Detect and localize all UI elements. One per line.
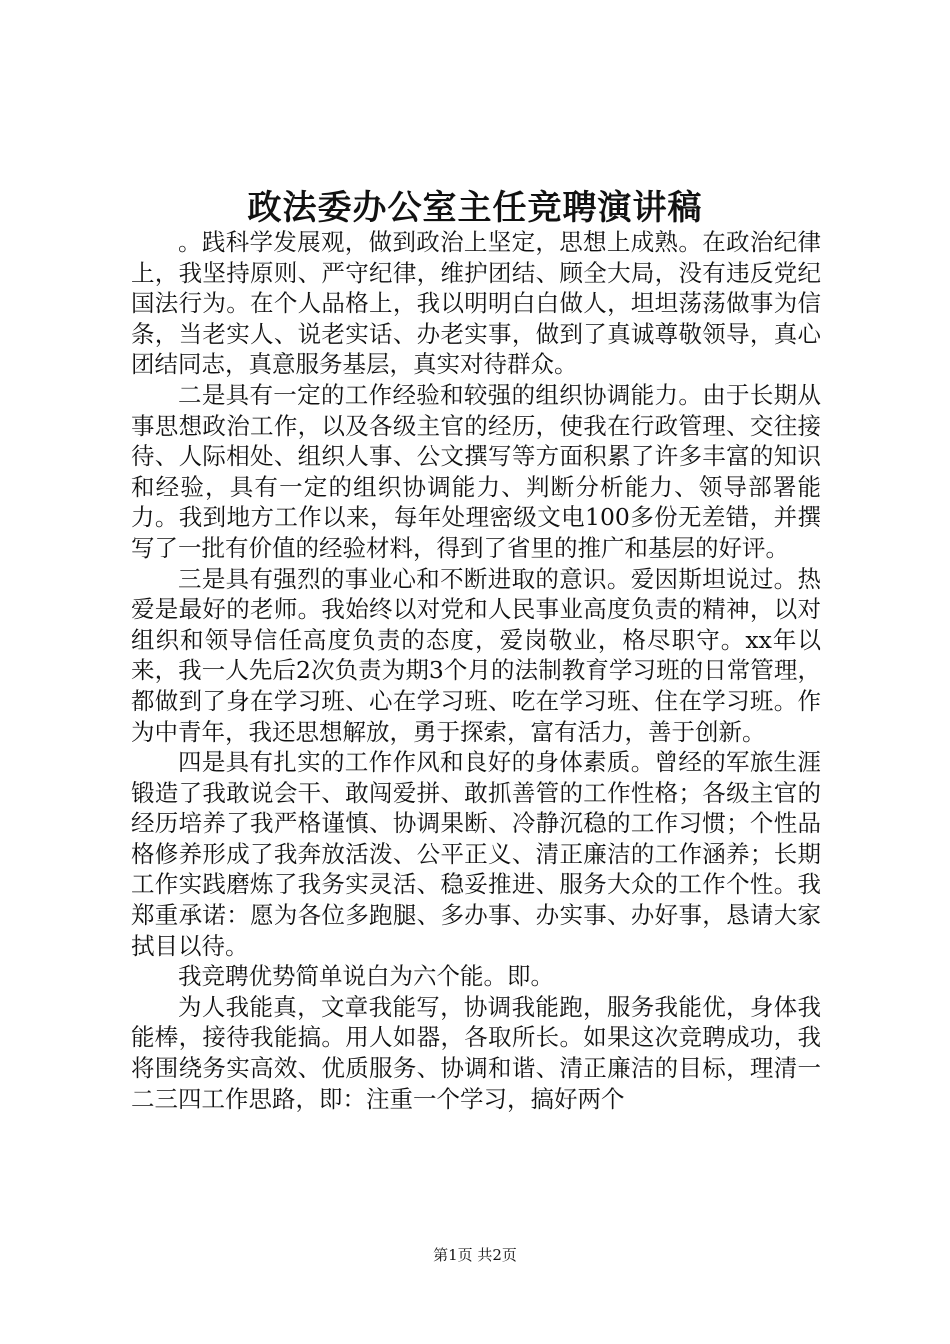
page-footer: 第1页 共2页 bbox=[433, 1246, 517, 1264]
paragraph-4: 四是具有扎实的工作作风和良好的身体素质。曾经的军旅生涯锻造了我敢说会干、敢闯爱拼、敢抓善管的工作性格；各级主官的经历培养了我严格谨慎、协调果断、冷静沉稳的工作习惯；个性品格修养形成了我奔放活泼、公平正义、清正廉洁的工作涵养；长期工作实践磨炼了我务实灵活、稳妥推进、服务大众的工作个性。我郑重承诺：愿为各位多跑腿、多办事、办实事、办好事，恳请大家拭目以待。 bbox=[131, 748, 821, 960]
paragraph-1: 。践科学发展观，做到政治上坚定，思想上成熟。在政治纪律上，我坚持原则、严守纪律，维护团结、顾全大局，没有违反党纪国法行为。在个人品格上，我以明明白白做人，坦坦荡荡做事为信条，当老实人、说老实话、办老实事，做到了真诚尊敬领导，真心团结同志，真意服务基层，真实对待群众。 bbox=[131, 228, 821, 379]
paragraph-5: 我竞聘优势简单说白为六个能。即。 bbox=[178, 962, 554, 991]
document-body bbox=[131, 227, 821, 1114]
paragraph-6: 为人我能真，文章我能写，协调我能跑，服务我能优，身体我能棒，接待我能搞。用人如器，各取所长。如果这次竞聘成功，我将围绕务实高效、优质服务、协调和谐、清正廉洁的目标，理清一二三四工作思路，即：注重一个学习，搞好两个 bbox=[131, 992, 821, 1113]
paragraph-2: 二是具有一定的工作经验和较强的组织协调能力。由于长期从事思想政治工作，以及各级主官的经历，使我在行政管理、交往接待、人际相处、组织人事、公文撰写等方面积累了许多丰富的知识和经验，具有一定的组织协调能力、判断分析能力、领导部署能力。我到地方工作以来，每年处理密级文电100多份无差错，并撰写了一批有价值的经验材料，得到了省里的推广和基层的好评。 bbox=[131, 380, 821, 562]
paragraph-3: 三是具有强烈的事业心和不断进取的意识。爱因斯坦说过。热爱是最好的老师。我始终以对党和人民事业高度负责的精神，以对组织和领导信任高度负责的态度，爱岗敬业，格尽职守。xx年以来，我一人先后2次负责为期3个月的法制教育学习班的日常管理，都做到了身在学习班、心在学习班、吃在学习班、住在学习班。作为中青年，我还思想解放，勇于探索，富有活力，善于创新。 bbox=[131, 564, 821, 746]
document-title: 政法委办公室主任竞聘演讲稿 bbox=[247, 188, 703, 228]
